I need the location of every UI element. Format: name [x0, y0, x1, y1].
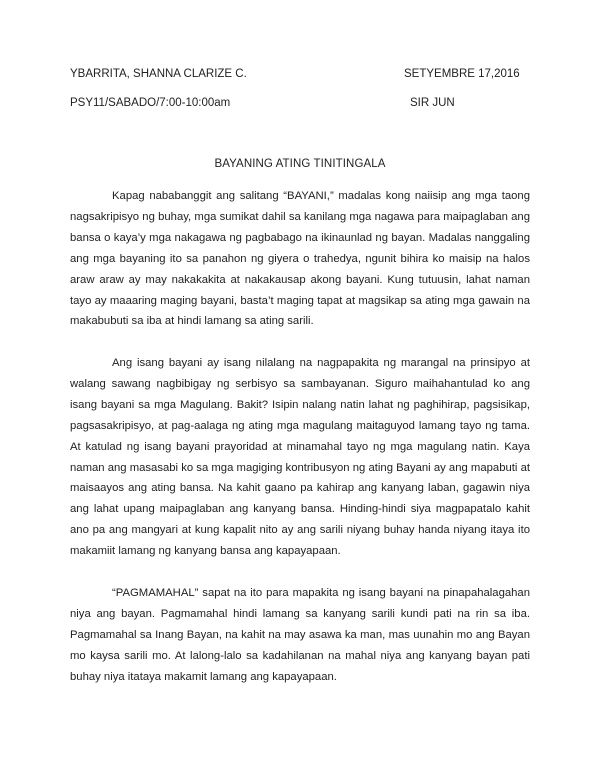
paragraph-1: Kapag nababanggit ang salitang “BAYANI,” madalas kong naiisip ang mga taong nagsakripisyo ng buhay, mga sumikat dahil sa kanilang mga nagawa para maipaglaban ang bansa o kaya’y mga nakagawa ng pagbabago na ikinaunlad ng bayan. Madalas nanggaling ang mga bayaning ito sa panahon ng giyera o trahedya, ngunit bihira ko maisip na halos araw araw ay may nakakakita at nakakausap akong bayani. Kung tutuusin, lahat naman tayo ay maaaring maging bayani, basta’t maging tapat at magsikap sa ating mga gawain na makabubuti sa iba at hindi lamang sa ating sarili.: [70, 190, 530, 328]
paragraph-2: Ang isang bayani ay isang nilalang na nagpapakita ng marangal na prinsipyo at walang sawang nagbibigay ng serbisyo sa sambayanan. Siguro maihahantulad ko ang isang bayani sa mga Magulang. Bakit? Isipin nalang natin lahat ng paghihirap, pagsisikap, pagsasakripisyo, at pag-aalaga ng ating mga magulang maitaguyod lamang tayo ng tama. At katulad ng isang bayani prayoridad at minamahal tayo ng mga magulang natin. Kaya naman ang masasabi ko sa mga magiging kontribusyon ng ating Bayani ay ang mapabuti at maisaayos ang ating bansa. Na kahit gaano pa kahirap ang kanyang laban, gagawin niya ang lahat upang maipaglaban ang kanyang bansa. Hinding-hindi siya magpapatalo kahit ano pa ang mangyari at kung kapalit nito ay ang sarili niyang buhay handa niyang itaya ito makamiit lamang ng kanyang bansa ang kapayapaan.: [70, 357, 530, 558]
document-title: BAYANING ATING TINITINGALA: [214, 158, 386, 170]
author-name: YBARRITA, SHANNA CLARIZE C.: [70, 68, 247, 80]
teacher-name: SIR JUN: [410, 97, 455, 109]
paragraph-3: “PAGMAMAHAL” sapat na ito para mapakita ng isang bayani na pinapahalagahan niya ang bayan. Pagmamahal hindi lamang sa kanyang sarili kundi pati na rin sa iba. Pagmamahal sa Inang Bayan, na kahit na may asawa ka man, mas uunahin mo ang Bayan mo kaysa sarili mo. At lalong-lalo sa kadahilanan na mahal niya ang kanyang bayan pati buhay niya itataya makamit lamang ang kapayapaan.: [70, 587, 530, 683]
document-date: SETYEMBRE 17,2016: [404, 68, 520, 80]
class-section: PSY11/SABADO/7:00-10:00am: [70, 97, 231, 109]
